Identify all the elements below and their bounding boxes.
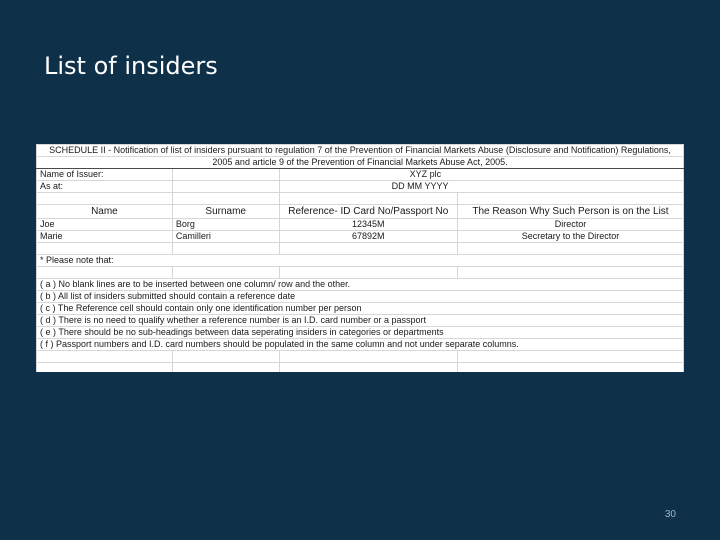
note-b: ( b ) All list of insiders submitted should contain a reference date: [37, 291, 684, 303]
issuer-row: [37, 169, 684, 181]
schedule-heading-line-1: SCHEDULE II - Notification of list of insiders pursuant to regulation 7 of the Prevention of Financial Markets Abuse (Disclosure and Notification) Regulations,: [37, 145, 684, 157]
note-e: ( e ) There should be no sub-headings between data seperating insiders in categories or departments: [37, 327, 684, 339]
column-header-row: [37, 205, 684, 219]
slide-title: List of insiders: [44, 52, 218, 80]
schedule-heading-row-2: [37, 157, 684, 169]
schedule-table: [36, 144, 684, 372]
asat-row: [37, 181, 684, 193]
notes-heading: * Please note that:: [37, 255, 684, 267]
insider-reference: 12345M: [279, 219, 457, 231]
empty-row: [37, 363, 684, 373]
note-f: ( f ) Passport numbers and I.D. card numbers should be populated in the same column and not under separate columns.: [37, 339, 684, 351]
note-row: [37, 339, 684, 351]
note-row: [37, 303, 684, 315]
insider-reference: 67892M: [279, 231, 457, 243]
insider-reason: Director: [457, 219, 683, 231]
issuer-label: Name of Issuer:: [37, 169, 173, 181]
column-header-reference: Reference- ID Card No/Passport No: [279, 205, 457, 219]
table-row: [37, 219, 684, 231]
insider-name: Marie: [37, 231, 173, 243]
note-row: [37, 315, 684, 327]
note-row: [37, 327, 684, 339]
column-header-surname: Surname: [172, 205, 279, 219]
empty-row: [37, 243, 684, 255]
table-row: [37, 231, 684, 243]
schedule-heading-line-2: 2005 and article 9 of the Prevention of Financial Markets Abuse Act, 2005.: [37, 157, 684, 169]
asat-label: As at:: [37, 181, 173, 193]
note-c: ( c ) The Reference cell should contain only one identification number per person: [37, 303, 684, 315]
insider-name: Joe: [37, 219, 173, 231]
notes-heading-row: [37, 255, 684, 267]
spacer-row: [37, 193, 684, 205]
column-header-reason: The Reason Why Such Person is on the List: [457, 205, 683, 219]
empty-row: [37, 351, 684, 363]
column-header-name: Name: [37, 205, 173, 219]
note-d: ( d ) There is no need to qualify whether a reference number is an I.D. card number or a passport: [37, 315, 684, 327]
note-a: ( a ) No blank lines are to be inserted between one column/ row and the other.: [37, 279, 684, 291]
empty-row: [37, 267, 684, 279]
note-row: [37, 291, 684, 303]
page-number: 30: [664, 509, 676, 520]
insider-reason: Secretary to the Director: [457, 231, 683, 243]
schedule-heading-row-1: [37, 145, 684, 157]
note-row: [37, 279, 684, 291]
issuer-value: XYZ plc: [279, 169, 683, 181]
insider-surname: Camilleri: [172, 231, 279, 243]
schedule-spreadsheet: [36, 144, 684, 372]
insider-surname: Borg: [172, 219, 279, 231]
asat-value: DD MM YYYY: [279, 181, 683, 193]
